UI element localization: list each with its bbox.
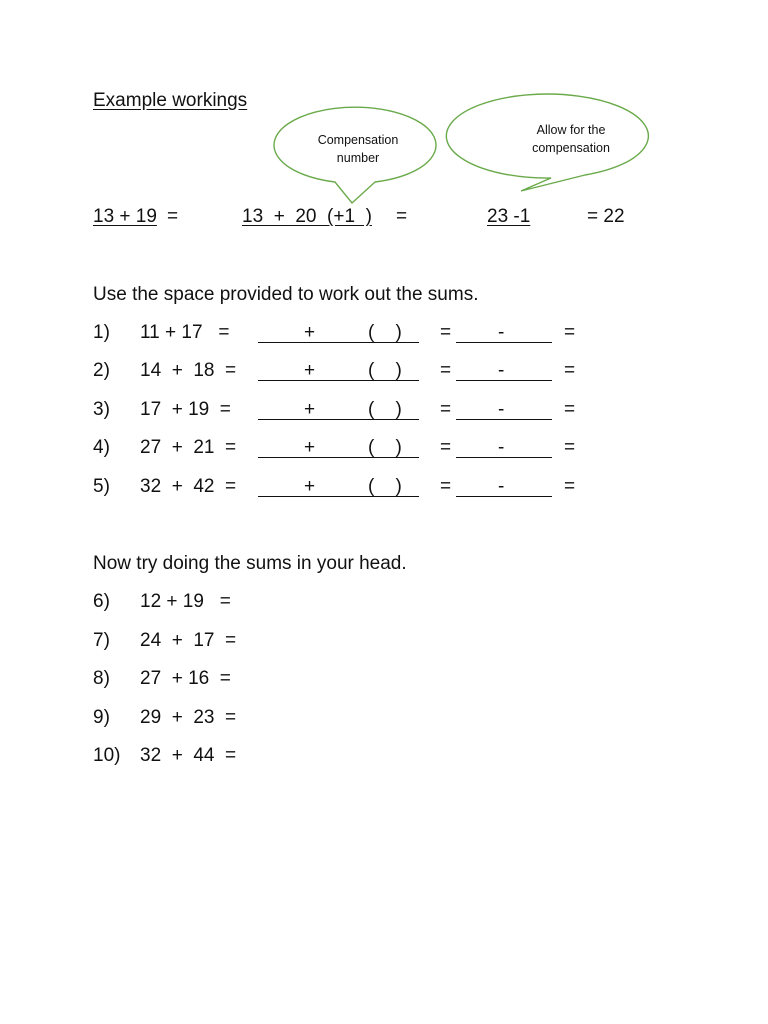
question-number: 5) [93, 476, 110, 497]
question-sum: 32 + 44 = [140, 745, 237, 766]
equals-sign: = [440, 399, 452, 420]
paren-box: ( ) [368, 437, 402, 458]
instruction-mental: Now try doing the sums in your head. [93, 553, 407, 574]
equals-sign: = [440, 437, 452, 458]
minus-sign: - [498, 399, 505, 420]
instruction-workspace: Use the space provided to work out the sums. [93, 284, 479, 305]
final-equals: = [564, 476, 576, 497]
question-sum: 27 + 21 = [140, 437, 237, 458]
minus-sign: - [498, 437, 505, 458]
question-number: 8) [93, 668, 110, 689]
plus-sign: + [304, 437, 316, 458]
final-equals: = [564, 437, 576, 458]
equals-sign: = [440, 476, 452, 497]
question-number: 1) [93, 322, 110, 343]
minus-sign: - [498, 322, 505, 343]
question-number: 9) [93, 707, 110, 728]
question-number: 4) [93, 437, 110, 458]
minus-sign: - [498, 360, 505, 381]
plus-sign: + [304, 476, 316, 497]
question-number: 3) [93, 399, 110, 420]
question-sum: 24 + 17 = [140, 630, 237, 651]
question-number: 2) [93, 360, 110, 381]
plus-sign: + [304, 399, 316, 420]
paren-box: ( ) [368, 322, 402, 343]
plus-sign: + [304, 360, 316, 381]
question-sum: 14 + 18 = [140, 360, 237, 381]
equals-sign: = [440, 322, 452, 343]
example-sum: 13 + 19 [93, 206, 157, 227]
equals-sign: = [440, 360, 452, 381]
allow-bubble-text: Allow for the compensation [532, 123, 610, 155]
plus-sign: + [304, 322, 316, 343]
question-sum: 17 + 19 = [140, 399, 231, 420]
question-number: 10) [93, 745, 121, 766]
example-compensation: 13 + 20 (+1 ) [242, 206, 372, 227]
question-sum: 32 + 42 = [140, 476, 237, 497]
question-number: 6) [93, 591, 110, 612]
final-equals: = [564, 360, 576, 381]
question-sum: 11 + 17 = [140, 322, 230, 343]
question-sum: 12 + 19 = [140, 591, 231, 612]
page-title: Example workings [93, 90, 248, 111]
question-sum: 27 + 16 = [140, 668, 231, 689]
question-number: 7) [93, 630, 110, 651]
example-adjust: 23 -1 [487, 206, 531, 227]
question-sum: 29 + 23 = [140, 707, 237, 728]
paren-box: ( ) [368, 476, 402, 497]
example-equals-1: = [167, 206, 179, 227]
example-equals-2: = [396, 206, 408, 227]
final-equals: = [564, 322, 576, 343]
example-result: = 22 [587, 206, 625, 227]
minus-sign: - [498, 476, 505, 497]
final-equals: = [564, 399, 576, 420]
compensation-bubble-text: Compensation number [317, 133, 399, 165]
paren-box: ( ) [368, 399, 402, 420]
paren-box: ( ) [368, 360, 402, 381]
